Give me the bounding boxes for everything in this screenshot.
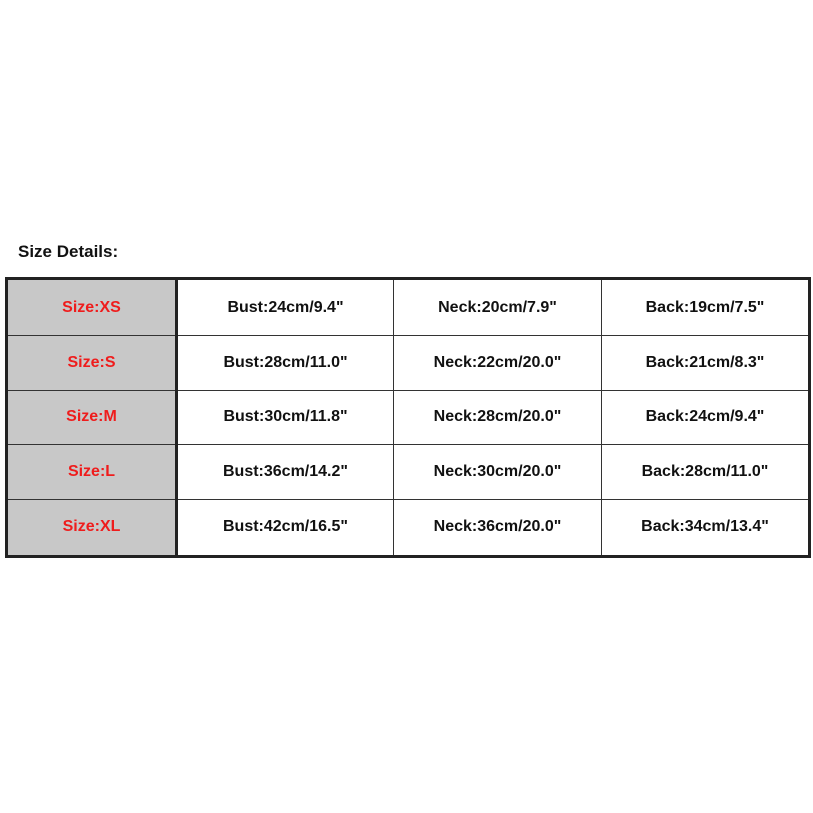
bust-measurement: Bust:30cm/11.8": [177, 390, 394, 444]
size-label: Size:XL: [7, 499, 177, 556]
neck-measurement: Neck:36cm/20.0": [394, 499, 602, 556]
size-label: Size:XS: [7, 279, 177, 336]
table-row: [7, 445, 810, 499]
neck-measurement: Neck:22cm/20.0": [394, 336, 602, 390]
back-measurement: Back:34cm/13.4": [602, 499, 810, 556]
neck-measurement: Neck:28cm/20.0": [394, 390, 602, 444]
size-label: Size:S: [7, 336, 177, 390]
table-row: [7, 499, 810, 556]
size-details-heading: Size Details:: [18, 242, 119, 261]
size-chart-table: [5, 277, 811, 558]
back-measurement: Back:21cm/8.3": [602, 336, 810, 390]
bust-measurement: Bust:42cm/16.5": [177, 499, 394, 556]
back-measurement: Back:19cm/7.5": [602, 279, 810, 336]
neck-measurement: Neck:20cm/7.9": [394, 279, 602, 336]
back-measurement: Back:24cm/9.4": [602, 390, 810, 444]
size-label: Size:L: [7, 445, 177, 499]
neck-measurement: Neck:30cm/20.0": [394, 445, 602, 499]
bust-measurement: Bust:36cm/14.2": [177, 445, 394, 499]
bust-measurement: Bust:28cm/11.0": [177, 336, 394, 390]
table-row: [7, 279, 810, 336]
bust-measurement: Bust:24cm/9.4": [177, 279, 394, 336]
table-row: [7, 390, 810, 444]
size-label: Size:M: [7, 390, 177, 444]
back-measurement: Back:28cm/11.0": [602, 445, 810, 499]
table-row: [7, 336, 810, 390]
